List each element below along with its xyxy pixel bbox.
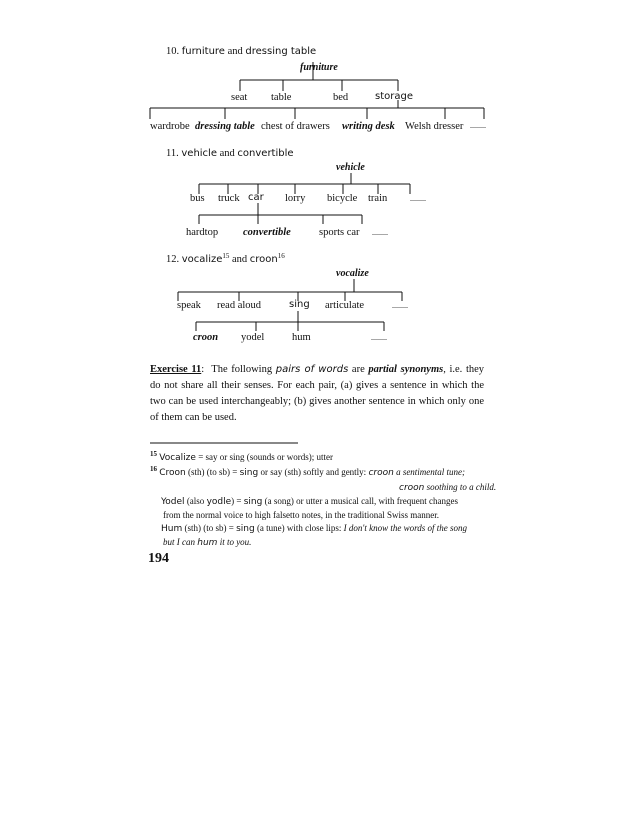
tree-node: storage — [375, 91, 413, 102]
heading-word-2: croon — [249, 254, 278, 265]
tree-node: seat — [231, 92, 248, 103]
footnote-sing: sing — [239, 468, 259, 478]
tree-node: car — [248, 192, 264, 203]
tree-12-root: vocalize — [336, 268, 369, 279]
heading-word-1: vehicle — [181, 148, 217, 159]
footnote-15 — [150, 450, 334, 463]
footnote-sing: sing — [243, 497, 263, 507]
footnote-number: 15 — [150, 450, 157, 458]
footnote-number: 16 — [150, 465, 157, 473]
footnote-def: (also — [184, 496, 207, 506]
section-12-heading — [166, 252, 285, 266]
exercise-colon: : — [201, 364, 205, 375]
footnote-example: soothing to a child. — [424, 482, 497, 492]
exercise-text: The following — [211, 364, 273, 375]
footnote-ref-15[interactable]: 15 — [222, 252, 230, 260]
tree-leaf: ........ — [372, 228, 388, 237]
footnote-example: but I can — [163, 537, 198, 547]
tree-10-root: furniture — [300, 62, 338, 73]
tree-leaf: ........ — [371, 333, 387, 342]
exercise-paragraph — [150, 362, 484, 426]
tree-node: speak — [177, 300, 201, 311]
footnote-example: a sentimental tune; — [393, 467, 466, 477]
footnote-sing: sing — [236, 524, 255, 534]
tree-leaf: hum — [292, 332, 311, 343]
tree-leaf: dressing table — [195, 121, 255, 132]
tree-leaf: croon — [193, 332, 219, 343]
tree-node: train — [368, 193, 388, 204]
footnote-def: (a tune) with close lips: — [254, 523, 344, 533]
heading-word-1: furniture — [181, 46, 225, 57]
footnote-def: or say (sth) softly and gently: — [258, 467, 369, 477]
footnote-16 — [150, 465, 466, 478]
section-number: 11. — [166, 148, 179, 159]
tree-node: ........ — [410, 194, 426, 203]
page-number: 194 — [148, 551, 169, 566]
tree-leaf: sports car — [319, 227, 360, 238]
footnote-word: Vocalize — [159, 453, 196, 463]
footnote-ref-16[interactable]: 16 — [277, 252, 285, 260]
section-number: 12. — [166, 254, 180, 265]
footnote-hum-line2 — [163, 538, 251, 548]
tree-11-root: vehicle — [336, 162, 365, 173]
heading-word-2: convertible — [237, 148, 294, 159]
partial-synonyms: partial synonyms — [368, 364, 444, 375]
tree-node: truck — [218, 193, 240, 204]
tree-leaf: convertible — [243, 227, 291, 238]
tree-node: bicycle — [327, 193, 358, 204]
tree-leaf: chest of drawers — [261, 121, 330, 132]
footnote-hum — [161, 524, 467, 534]
heading-and: and — [227, 46, 243, 57]
tree-node: lorry — [285, 193, 306, 204]
footnote-def: ) = — [231, 496, 244, 506]
tree-node: articulate — [325, 300, 365, 311]
section-10-heading — [166, 47, 316, 58]
heading-and: and — [232, 254, 248, 265]
footnote-example: it to you. — [217, 537, 252, 547]
footnote-def: (a song) or utter a musical call, with frequent changes — [262, 496, 459, 506]
heading-word-2: dressing table — [245, 46, 317, 57]
tree-node: table — [271, 92, 292, 103]
tree-leaf: Welsh dresser — [405, 121, 464, 132]
exercise-text: , i.e. they do not share all their senses. For each pair, (a) gives a sentence in which the two can be used interchangeably; (b) gives another sentence in which only one of them can be used. — [150, 364, 485, 423]
tree-leaf: ........ — [470, 121, 486, 130]
footnote-example-word: croon — [368, 468, 394, 478]
footnote-example-word: croon — [399, 483, 425, 493]
heading-and: and — [219, 148, 235, 159]
footnote-def: = say or sing (sounds or words); utter — [195, 452, 334, 462]
pairs-of-words: pairs of words — [275, 364, 349, 375]
footnote-word: Croon — [159, 468, 186, 478]
tree-leaf: writing desk — [342, 121, 395, 132]
exercise-label: Exercise 11 — [150, 364, 202, 375]
section-number: 10. — [166, 46, 180, 57]
footnote-word: Hum — [161, 524, 183, 534]
tree-leaf: wardrobe — [150, 121, 190, 132]
footnote-def: (sth) (to sb) = — [182, 523, 237, 533]
section-11-heading — [166, 149, 294, 160]
tree-leaf: yodel — [241, 332, 265, 343]
footnote-def: (sth) (to sb) = — [185, 467, 240, 477]
tree-node: ........ — [392, 301, 408, 310]
footnote-16-line2 — [399, 483, 496, 493]
tree-node: read aloud — [217, 300, 262, 311]
footnote-example: I don't know the words of the song — [343, 523, 468, 533]
footnote-word: yodle — [206, 497, 232, 507]
footnote-word: Yodel — [161, 497, 185, 507]
tree-leaf: hardtop — [186, 227, 219, 238]
exercise-text: are — [351, 364, 365, 375]
tree-node: bus — [190, 193, 205, 204]
footnote-example-word: hum — [197, 538, 218, 548]
heading-word-1: vocalize — [181, 254, 223, 265]
tree-node: sing — [289, 299, 310, 310]
footnote-yodel — [161, 497, 458, 507]
footnote-yodel-line2: from the normal voice to high falsetto notes, in the traditional Swiss manner. — [163, 510, 439, 520]
tree-node: bed — [333, 92, 349, 103]
